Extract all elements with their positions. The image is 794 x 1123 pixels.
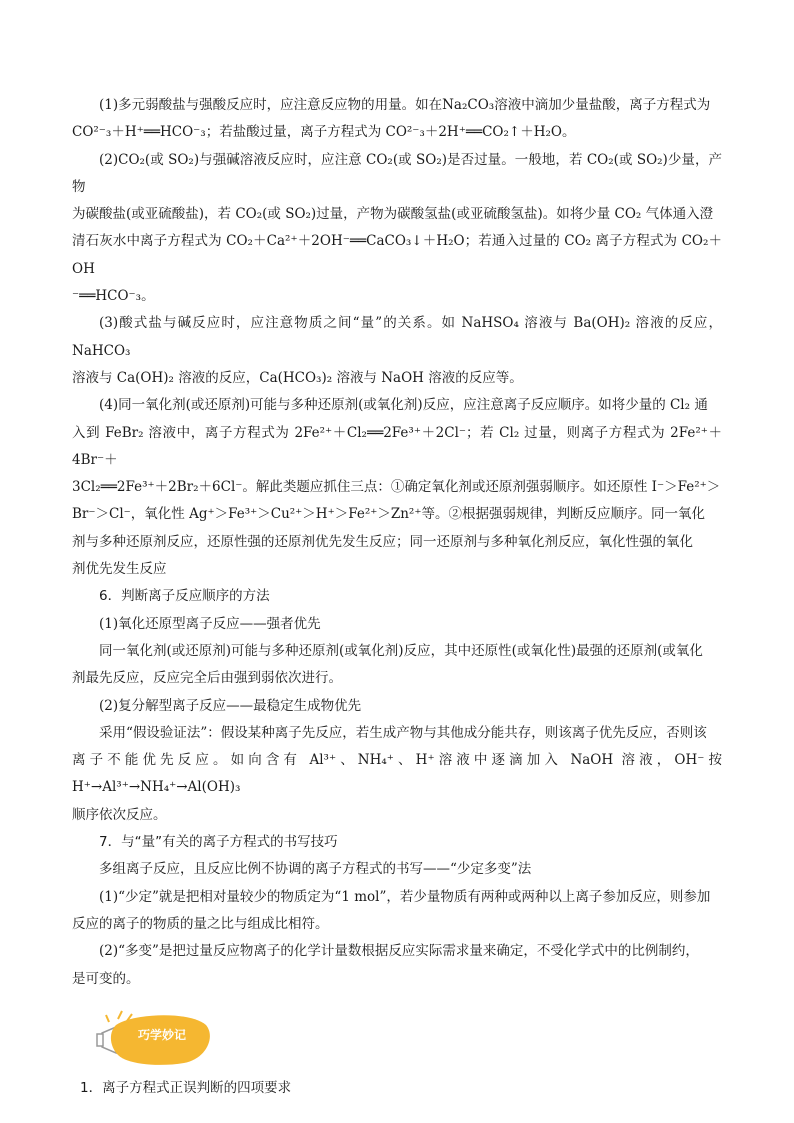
paragraph-line: 多组离子反应，且反应比例不协调的离子方程式的书写——“少定多变”法 xyxy=(99,861,532,878)
paragraph-line: (3)酸式盐与碱反应时，应注意物质之间“量”的关系。如 NaHSO₄ 溶液与 Ba(OH)₂ 溶液的反应，NaHCO₃ xyxy=(72,315,722,359)
paragraph-line: ⁻══HCO⁻₃。 xyxy=(72,288,155,305)
subsection-heading: (1)氧化还原型离子反应——强者优先 xyxy=(99,615,321,632)
paragraph-line: 剂优先发生反应 xyxy=(72,561,167,578)
memory-tip-banner xyxy=(72,999,722,1075)
memory-tip-label: 巧学妙记 xyxy=(137,1027,186,1042)
paragraph-line: (1)“少定”就是把相对量较少的物质定为“1 mol”，若少量物质有两种或两种以上离子参加反应，则参加 xyxy=(99,888,711,905)
section-heading: 7．与“量”有关的离子方程式的书写技巧 xyxy=(99,834,338,851)
paragraph-line: 剂最先反应，反应完全后由强到弱依次进行。 xyxy=(72,670,342,687)
subsection-heading: (2)复分解型离子反应——最稳定生成物优先 xyxy=(99,697,362,714)
paragraph-line: (1)多元弱酸盐与强酸反应时，应注意反应物的用量。如在Na₂CO₃溶液中滴加少量盐酸，离子方程式为 xyxy=(99,97,711,113)
paragraph-line: CO²⁻₃＋H⁺══HCO⁻₃；若盐酸过量，离子方程式为 CO²⁻₃＋2H⁺══CO₂↑＋H₂O。 xyxy=(72,124,576,141)
paragraph-line: 3Cl₂══2Fe³⁺＋2Br₂＋6Cl⁻。解此类题应抓住三点：①确定氧化剂或还原剂强弱顺序。如还原性 I⁻＞Fe²⁺＞ xyxy=(72,479,721,496)
paragraph-line: 溶液与 Ca(OH)₂ 溶液的反应，Ca(HCO₃)₂ 溶液与 NaOH 溶液的反应等。 xyxy=(72,369,523,386)
paragraph-line: 剂与多种还原剂反应，还原性强的还原剂优先发生反应；同一还原剂与多种氧化剂反应，氧化性强的氧化 xyxy=(72,533,693,550)
document-body xyxy=(72,92,722,1102)
paragraph-line: Br⁻＞Cl⁻，氧化性 Ag⁺＞Fe³⁺＞Cu²⁺＞H⁺＞Fe²⁺＞Zn²⁺等。②根据强弱规律，判断反应顺序。同一氧化 xyxy=(72,506,705,523)
paragraph-line: (4)同一氧化剂(或还原剂)可能与多种还原剂(或氧化剂)反应，应注意离子反应顺序。如将少量的 Cl₂ 通 xyxy=(99,397,708,414)
paragraph-line: 为碳酸盐(或亚硫酸盐)，若 CO₂(或 SO₂)过量，产物为碳酸氢盐(或亚硫酸氢盐)。如将少量 CO₂ 气体通入澄 xyxy=(72,206,714,223)
paragraph-line: 顺序依次反应。 xyxy=(72,806,167,823)
paragraph-line: 清石灰水中离子方程式为 CO₂＋Ca²⁺＋2OH⁻══CaCO₃↓＋H₂O；若通入过量的 CO₂ 离子方程式为 CO₂＋OH xyxy=(72,233,722,277)
paragraph-line: 同一氧化剂(或还原剂)可能与多种还原剂(或氧化剂)反应，其中还原性(或氧化性)最强的还原剂(或氧化 xyxy=(99,642,703,659)
paragraph-line: 入到 FeBr₂ 溶液中，离子方程式为 2Fe²⁺＋Cl₂══2Fe³⁺＋2Cl⁻；若 Cl₂ 过量，则离子方程式为 2Fe²⁺＋4Br⁻＋ xyxy=(72,424,722,468)
paragraph-line: (2)“多变”是把过量反应物离子的化学计量数根据反应实际需求量来确定，不受化学式中的比例制约， xyxy=(99,943,699,960)
paragraph-line: 是可变的。 xyxy=(72,970,140,987)
paragraph-line: (2)CO₂(或 SO₂)与强碱溶液反应时，应注意 CO₂(或 SO₂)是否过量。一般地，若 CO₂(或 SO₂)少量，产物 xyxy=(72,151,722,195)
paragraph-line: 反应的离子的物质的量之比与组成比相符。 xyxy=(72,915,329,932)
paragraph-line: 采用“假设验证法”：假设某种离子先反应，若生成产物与其他成分能共存，则该离子优先反应，否则该 xyxy=(99,724,707,741)
paragraph-line: 离子不能优先反应。如向含有 Al³⁺、NH₄⁺、H⁺溶液中逐滴加入 NaOH 溶液，OH⁻按 H⁺→Al³⁺→NH₄⁺→Al(OH)₃ xyxy=(72,752,722,796)
section-heading: 6．判断离子反应顺序的方法 xyxy=(99,588,270,605)
section-heading: 1．离子方程式正误判断的四项要求 xyxy=(80,1079,292,1096)
